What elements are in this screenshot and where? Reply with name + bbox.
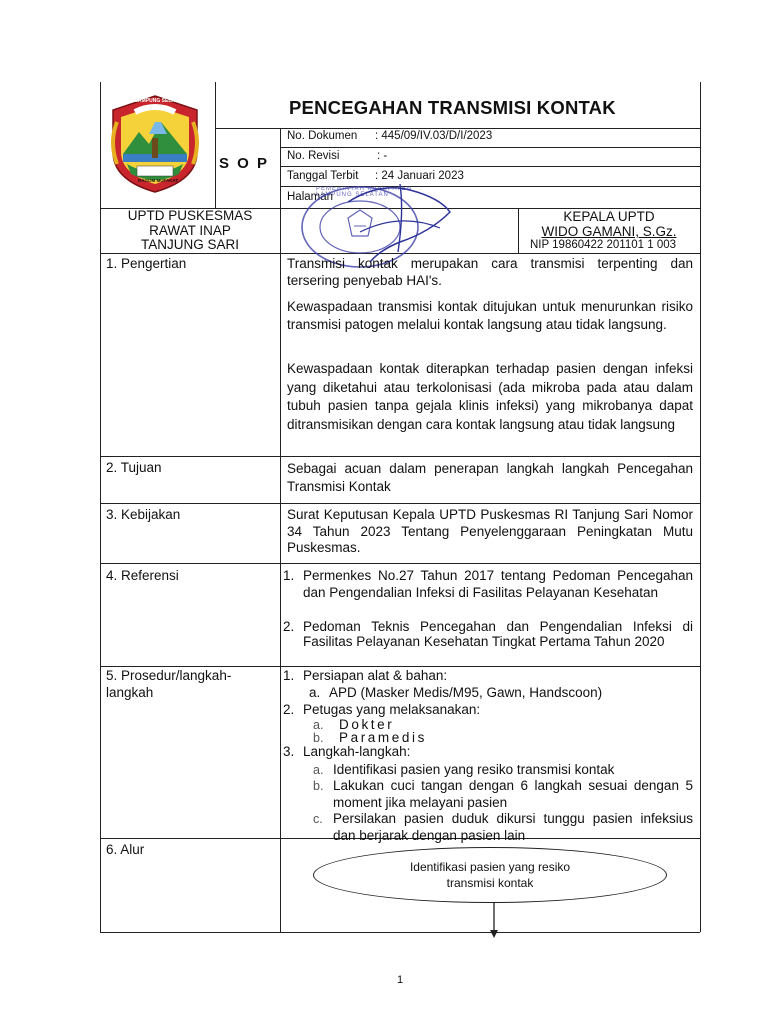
sub-label: a. [313, 718, 324, 732]
signatory-name: WIDO GAMANI, S.Gz. [541, 224, 677, 239]
lampung-selatan-logo [105, 92, 205, 196]
meta-revisi-label: No. Revisi [287, 150, 340, 162]
institution-line-2: RAWAT INAP [149, 222, 231, 238]
step-number: 1. [283, 668, 295, 683]
sub-text: Persilakan pasien duduk dikursi tunggu pasien infeksius dan berjarak dengan pasien lain [333, 811, 693, 843]
row-line-kebijakan-end [100, 563, 700, 564]
pengertian-paragraph-3: Kewaspadaan kontak diterapkan terhadap pasien dengan infeksi yang diketahui atau terkolonisasi (ada mikroba pada atau dalam tubuh pasien tanpa gejala klinis infeksi) yang mikrobanya dapat ditransmisikan dengan cara kontak langsung atau tidak langsung [287, 361, 693, 432]
row-line-dokumen [280, 147, 700, 148]
stamp-text: PEMERINTAH KABUPATEN LAMPUNG SELATAN [316, 186, 413, 198]
step-number: 3. [283, 744, 295, 759]
prosedur-step-3-sub-a [313, 762, 693, 779]
prosedur-step-1 [283, 668, 693, 685]
section-label-referensi: 4. Referensi [106, 568, 179, 583]
row-line-tujuan-end [100, 503, 700, 504]
logo-bottom-text: RAGOM MUFAKAT [138, 178, 179, 183]
sub-text: Lakukan cuci tangan dengan 6 langkah sesuai dengan 5 moment jika melayani pasien [333, 778, 693, 810]
referensi-text: Pedoman Teknis Pencegahan dan Pengendalian Infeksi di Fasilitas Pelayanan Kesehatan Tingkat Pertama Tahun 2020 [303, 619, 693, 649]
meta-dokumen-value: : 445/09/IV.03/D/I/2023 [375, 130, 493, 142]
sub-text: Dokter [339, 717, 395, 732]
institution-name [100, 209, 280, 253]
sub-label: b. [313, 731, 324, 745]
institution-line-3: TANJUNG SARI [140, 237, 239, 252]
table-border-right [700, 82, 701, 932]
meta-tanggal-label: Tanggal Terbit [287, 170, 359, 182]
step-number: 2. [283, 702, 295, 717]
referensi-number: 2. [283, 619, 295, 634]
signatory-block [518, 209, 700, 252]
sub-text: Paramedis [339, 730, 427, 745]
section-label-pengertian: 1. Pengertian [106, 256, 187, 271]
flowchart-arrow [488, 903, 500, 939]
col-divider-main [280, 128, 281, 932]
flowchart-node-text: Identifikasi pasien yang resiko transmisi kontak [409, 860, 571, 890]
prosedur-step-1-sub-a [309, 685, 693, 702]
referensi-item-2 [283, 619, 693, 665]
logo-top-text: LAMPUNG SELATAN [135, 98, 185, 104]
row-line-revisi [280, 166, 700, 167]
kebijakan-text: Surat Keputusan Kepala UPTD Puskesmas RI Tanjung Sari Nomor 34 Tahun 2023 Tentang Penyelenggaraan Peningkatan Mutu Puskesmas. [287, 507, 693, 555]
signatory-title: KEPALA UPTD [563, 209, 655, 224]
prosedur-step-3 [283, 744, 693, 761]
referensi-number: 1. [283, 568, 295, 583]
signatory-nip: NIP 19860422 201101 1 003 [530, 239, 677, 251]
step-text: Langkah-langkah: [303, 744, 411, 759]
institution-line-1: UPTD PUSKESMAS [127, 208, 253, 223]
section-label-tujuan: 2. Tujuan [106, 460, 162, 475]
meta-revisi-value: : - [377, 150, 388, 162]
col-divider-logo [215, 82, 216, 208]
row-line-pengertian-end [100, 456, 700, 457]
sub-label: a. [313, 763, 324, 777]
document-title: PENCEGAHAN TRANSMISI KONTAK [289, 97, 616, 118]
sub-label: c. [313, 812, 323, 826]
step-text: Persiapan alat & bahan: [303, 668, 448, 683]
prosedur-step-2-sub-b [313, 730, 693, 745]
row-line-referensi-end [100, 666, 700, 667]
pengertian-paragraph-1: Transmisi kontak merupakan cara transmisi terpenting dan tersering penyebab HAI's. [287, 256, 693, 288]
page-number: 1 [397, 974, 404, 986]
table-border-bottom [100, 932, 700, 933]
referensi-item-1 [283, 568, 693, 620]
tujuan-text: Sebagai acuan dalam penerapan langkah langkah Pencegahan Transmisi Kontak [287, 461, 693, 494]
flowchart-node-identifikasi [313, 847, 667, 903]
sub-label: b. [313, 779, 324, 793]
meta-tanggal-value: : 24 Januari 2023 [375, 170, 464, 182]
meta-dokumen-label: No. Dokumen [287, 130, 358, 142]
referensi-text: Permenkes No.27 Tahun 2017 tentang Pedoman Pencegahan dan Pengendalian Infeksi di Fasilitas Pelayanan Kesehatan [303, 568, 693, 600]
sub-text: Identifikasi pasien yang resiko transmisi kontak [333, 762, 615, 777]
section-label-prosedur-2: langkah [106, 685, 154, 700]
section-label-prosedur-1: 5. Prosedur/langkah- [106, 668, 232, 683]
step-text: Petugas yang melaksanakan: [303, 702, 481, 717]
prosedur-step-3-sub-c [313, 811, 693, 845]
sub-label: a. [309, 685, 321, 700]
meta-halaman-label: Halaman [287, 191, 334, 203]
section-label-kebijakan: 3. Kebijakan [106, 507, 181, 522]
sub-text: APD (Masker Medis/M95, Gawn, Handscoon) [329, 685, 603, 700]
sop-label: S O P [219, 155, 270, 172]
prosedur-step-3-sub-b [313, 778, 693, 812]
pengertian-paragraph-2: Kewaspadaan transmisi kontak ditujukan untuk menurunkan risiko transmisi patogen melalui kontak langsung atau tidak langsung. [287, 299, 693, 332]
section-label-alur: 6. Alur [106, 842, 145, 857]
